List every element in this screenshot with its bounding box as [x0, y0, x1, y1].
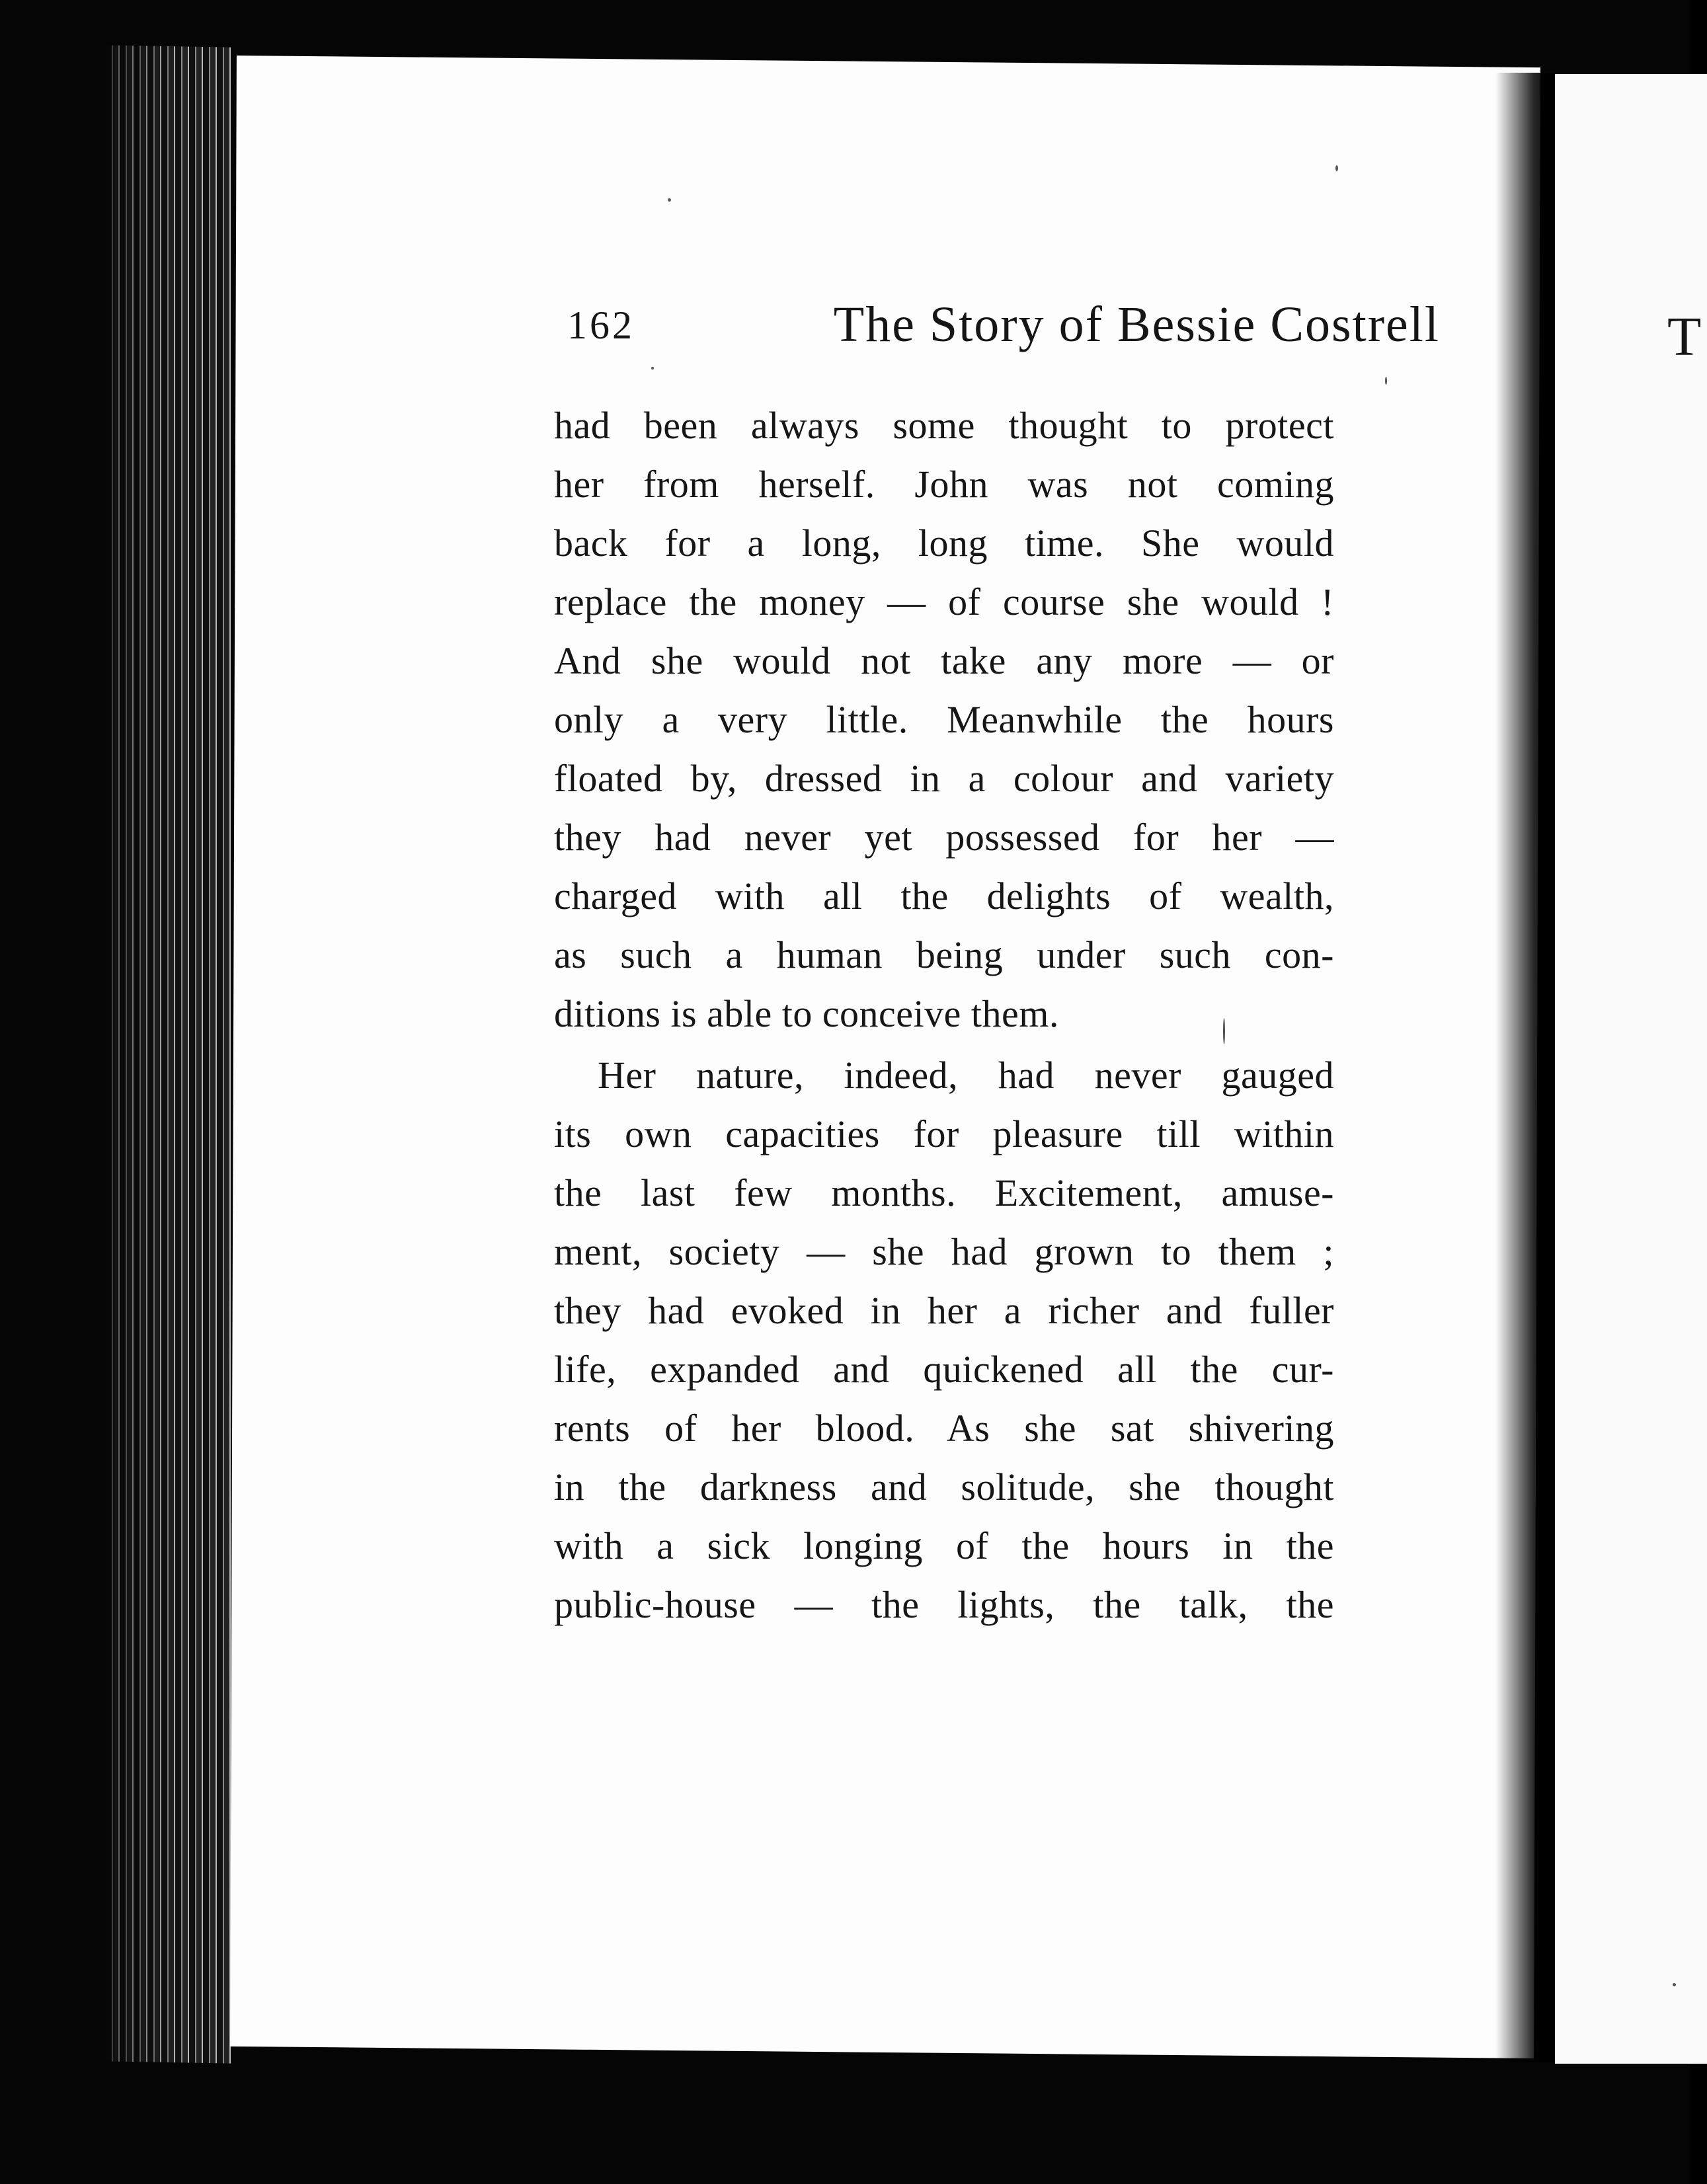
text-line: ment, society — she had grown to them ; [554, 1230, 1334, 1273]
text-line: charged with all the delights of wealth, [554, 875, 1334, 917]
paragraph-1 [554, 396, 1347, 1043]
text-line: And she would not take any more — or [554, 639, 1334, 682]
text-line: they had never yet possessed for her — [554, 816, 1334, 859]
text-line: Her nature, indeed, had never gauged [598, 1054, 1334, 1097]
text-line: ditions is able to conceive them. [554, 992, 1059, 1035]
text-line: floated by, dressed in a colour and variety [554, 757, 1334, 800]
facing-page [1555, 74, 1707, 2064]
text-line: in the darkness and solitude, she thought [554, 1465, 1334, 1508]
facing-page-header-glyph: T [1667, 306, 1702, 368]
text-line: had been always some thought to protect [554, 404, 1334, 447]
book-gutter-shadow [1495, 73, 1555, 2062]
text-line: rents of her blood. As she sat shivering [554, 1407, 1334, 1450]
page-text-block [554, 296, 1440, 1634]
text-line: with a sick longing of the hours in the [554, 1524, 1334, 1567]
text-line: back for a long, long time. She would [554, 522, 1334, 565]
text-line: the last few months. Excitement, amuse- [554, 1171, 1334, 1214]
page-header [554, 296, 1440, 359]
text-line: public-house — the lights, the talk, the [554, 1583, 1334, 1626]
text-line: replace the money — of course she would ! [554, 580, 1334, 623]
text-line: her from herself. John was not coming [554, 463, 1334, 506]
text-line: life, expanded and quickened all the cur- [554, 1348, 1334, 1391]
running-title: The Story of Bessie Costrell [833, 297, 1440, 352]
paragraph-2 [554, 1046, 1347, 1634]
text-line: its own capacities for pleasure till within [554, 1112, 1334, 1155]
book-page-edges [106, 45, 231, 2063]
text-line: only a very little. Meanwhile the hours [554, 698, 1334, 741]
text-line: as such a human being under such con- [554, 933, 1334, 976]
page-number: 162 [567, 303, 635, 347]
text-line: they had evoked in her a richer and fuller [554, 1289, 1334, 1332]
